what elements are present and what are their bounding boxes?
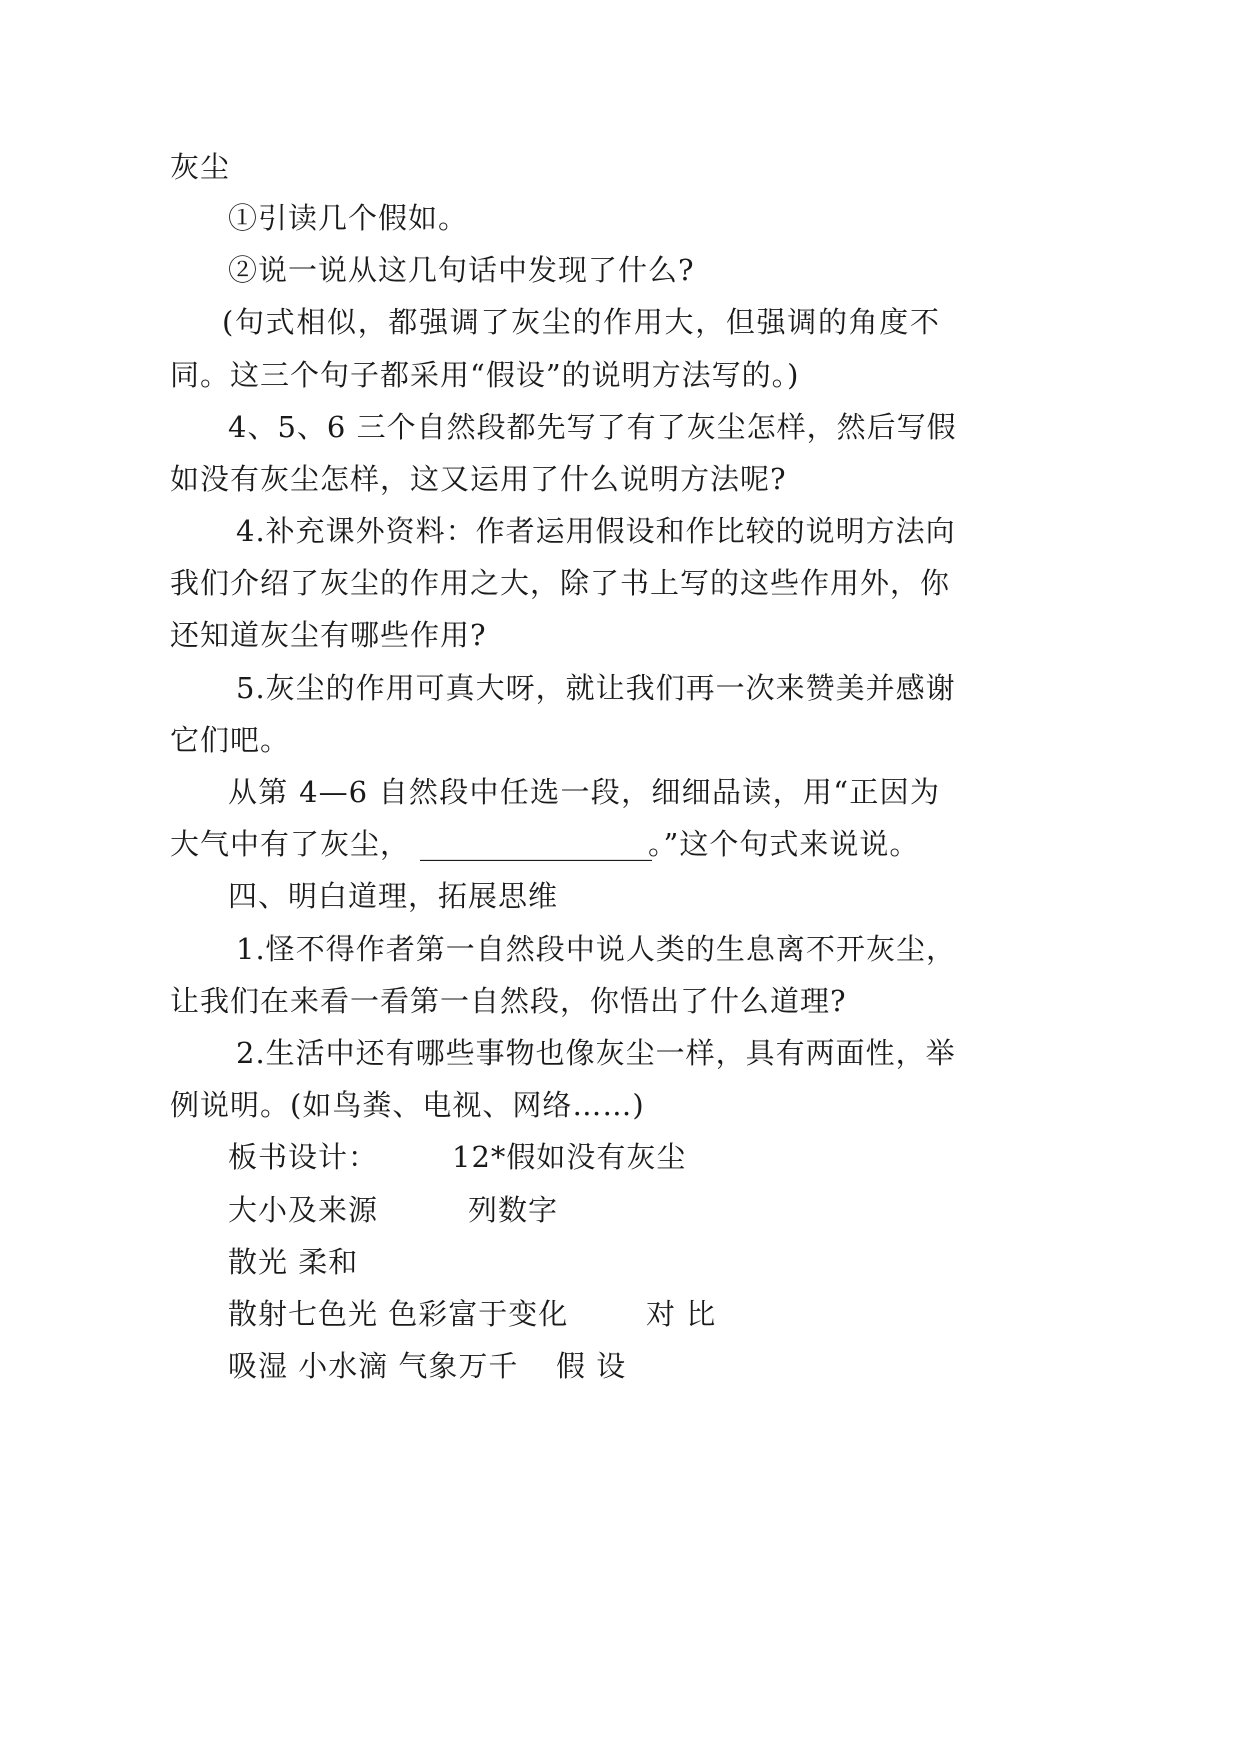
- text-line: 它们吧。: [170, 723, 291, 757]
- board-row-right: 列数字: [468, 1193, 559, 1227]
- text-line: 灰尘: [170, 150, 231, 184]
- text-line: (句式相似，都强调了灰尘的作用大，但强调的角度不: [222, 305, 940, 339]
- text-line: 4.补充课外资料：作者运用假设和作比较的说明方法向: [236, 514, 956, 548]
- text-line: 我们介绍了灰尘的作用之大，除了书上写的这些作用外，你: [170, 566, 951, 600]
- text-line: 。”这个句式来说说。: [648, 827, 920, 861]
- text-line: ①引读几个假如。: [228, 201, 469, 235]
- text-line: 大气中有了灰尘，: [170, 827, 411, 861]
- text-line: 如没有灰尘怎样，这又运用了什么说明方法呢?: [170, 462, 787, 496]
- board-label: 板书设计：: [228, 1140, 379, 1174]
- text-line: ②说一说从这几句话中发现了什么?: [228, 253, 695, 287]
- text-line: 1.怪不得作者第一自然段中说人类的生息离不开灰尘，: [236, 932, 956, 966]
- board-row-right: 假 设: [556, 1349, 627, 1383]
- text-line: 从第 4—6 自然段中任选一段，细细品读，用“正因为: [228, 775, 940, 809]
- board-row-left: 吸湿 小水滴 气象万千: [228, 1349, 519, 1383]
- board-row-left: 大小及来源: [228, 1193, 379, 1227]
- section-heading: 四、明白道理，拓展思维: [228, 879, 559, 913]
- text-line: 例说明。(如鸟粪、电视、网络……): [170, 1088, 645, 1122]
- text-line: 4、5、6 三个自然段都先写了有了灰尘怎样，然后写假: [228, 410, 957, 444]
- board-title: 12*假如没有灰尘: [452, 1140, 687, 1174]
- text-line: 让我们在来看一看第一自然段，你悟出了什么道理?: [170, 984, 847, 1018]
- board-row-right: 对 比: [646, 1297, 717, 1331]
- text-line: 还知道灰尘有哪些作用?: [170, 618, 487, 652]
- board-row-left: 散光 柔和: [228, 1245, 359, 1279]
- board-row-left: 散射七色光 色彩富于变化: [228, 1297, 569, 1331]
- text-line: 同。这三个句子都采用“假设”的说明方法写的。): [170, 358, 800, 392]
- text-line: 2.生活中还有哪些事物也像灰尘一样，具有两面性，举: [236, 1036, 956, 1070]
- fill-in-blank: ________________: [420, 827, 652, 861]
- text-line: 5.灰尘的作用可真大呀，就让我们再一次来赞美并感谢: [236, 671, 956, 705]
